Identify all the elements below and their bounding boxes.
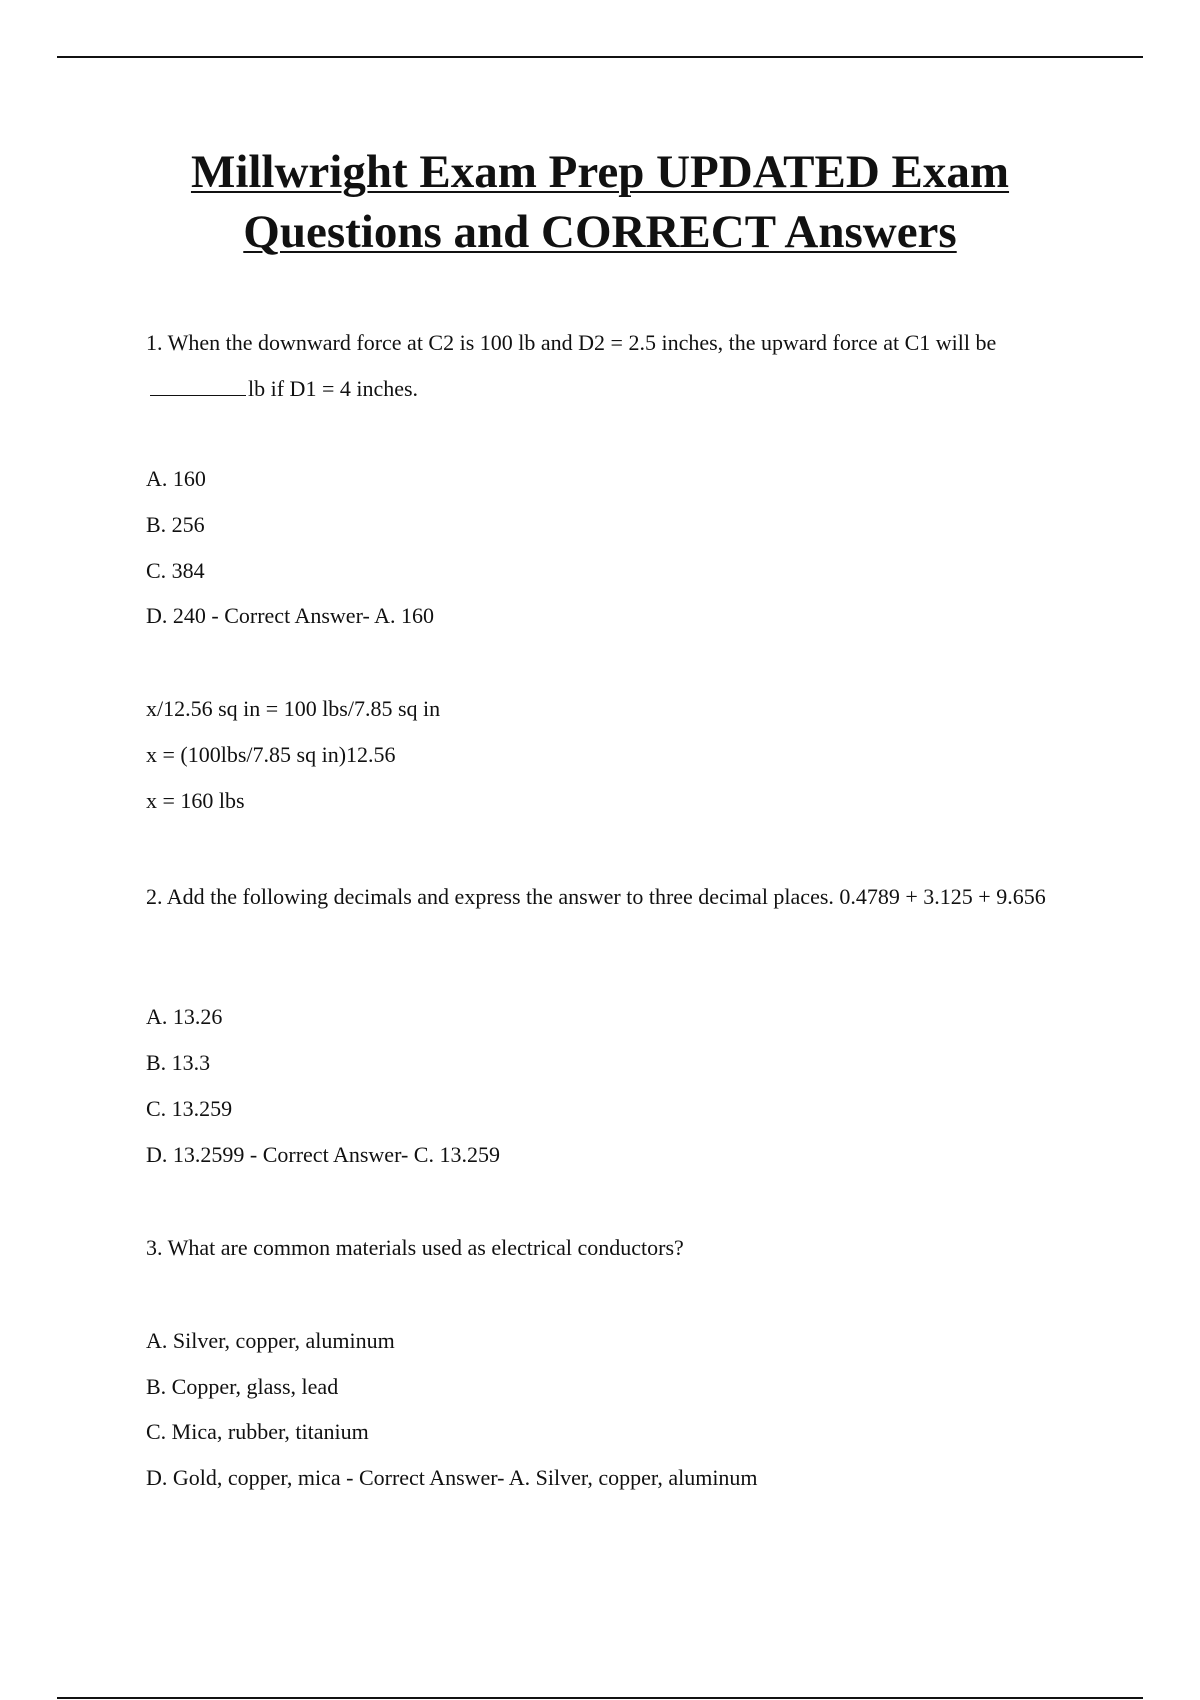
question-1-option-b: B. 256 <box>146 512 205 537</box>
question-1-option-c: C. 384 <box>146 558 205 583</box>
question-1-text-part2: lb if D1 = 4 inches. <box>248 376 419 401</box>
question-2-option-b: B. 13.3 <box>146 1050 211 1075</box>
question-1-text <box>146 320 1066 412</box>
footer-rule <box>57 1697 1143 1699</box>
question-3-option-d: D. Gold, copper, mica - Correct Answer- A. Silver, copper, aluminum <box>146 1465 758 1490</box>
header-rule <box>57 56 1143 58</box>
question-3-option-c: C. Mica, rubber, titanium <box>146 1419 369 1444</box>
question-1-option-a: A. 160 <box>146 466 206 491</box>
page-title <box>100 142 1100 262</box>
question-3-text: 3. What are common materials used as electrical conductors? <box>146 1235 684 1260</box>
question-2-option-c: C. 13.259 <box>146 1096 233 1121</box>
question-2-option-d: D. 13.2599 - Correct Answer- C. 13.259 <box>146 1142 500 1167</box>
title-line-1: Millwright Exam Prep UPDATED Exam <box>190 146 1010 198</box>
question-3-option-b: B. Copper, glass, lead <box>146 1374 339 1399</box>
question-1-option-d: D. 240 - Correct Answer- A. 160 <box>146 603 434 628</box>
question-2-option-a: A. 13.26 <box>146 1004 223 1029</box>
question-1-explanation-line: x/12.56 sq in = 100 lbs/7.85 sq in <box>146 696 441 721</box>
title-line-2: Questions and CORRECT Answers <box>243 206 957 258</box>
question-1-explanation-line: x = (100lbs/7.85 sq in)12.56 <box>146 742 396 767</box>
question-3-option-a: A. Silver, copper, aluminum <box>146 1328 395 1353</box>
question-1-explanation-line: x = 160 lbs <box>146 788 245 813</box>
answer-blank <box>150 377 246 396</box>
question-2-text: 2. Add the following decimals and express the answer to three decimal places. 0.4789 + 3.125 + 9.656 <box>146 884 1046 909</box>
question-1-text-part1: 1. When the downward force at C2 is 100 lb and D2 = 2.5 inches, the upward force at C1 will be <box>146 330 997 355</box>
